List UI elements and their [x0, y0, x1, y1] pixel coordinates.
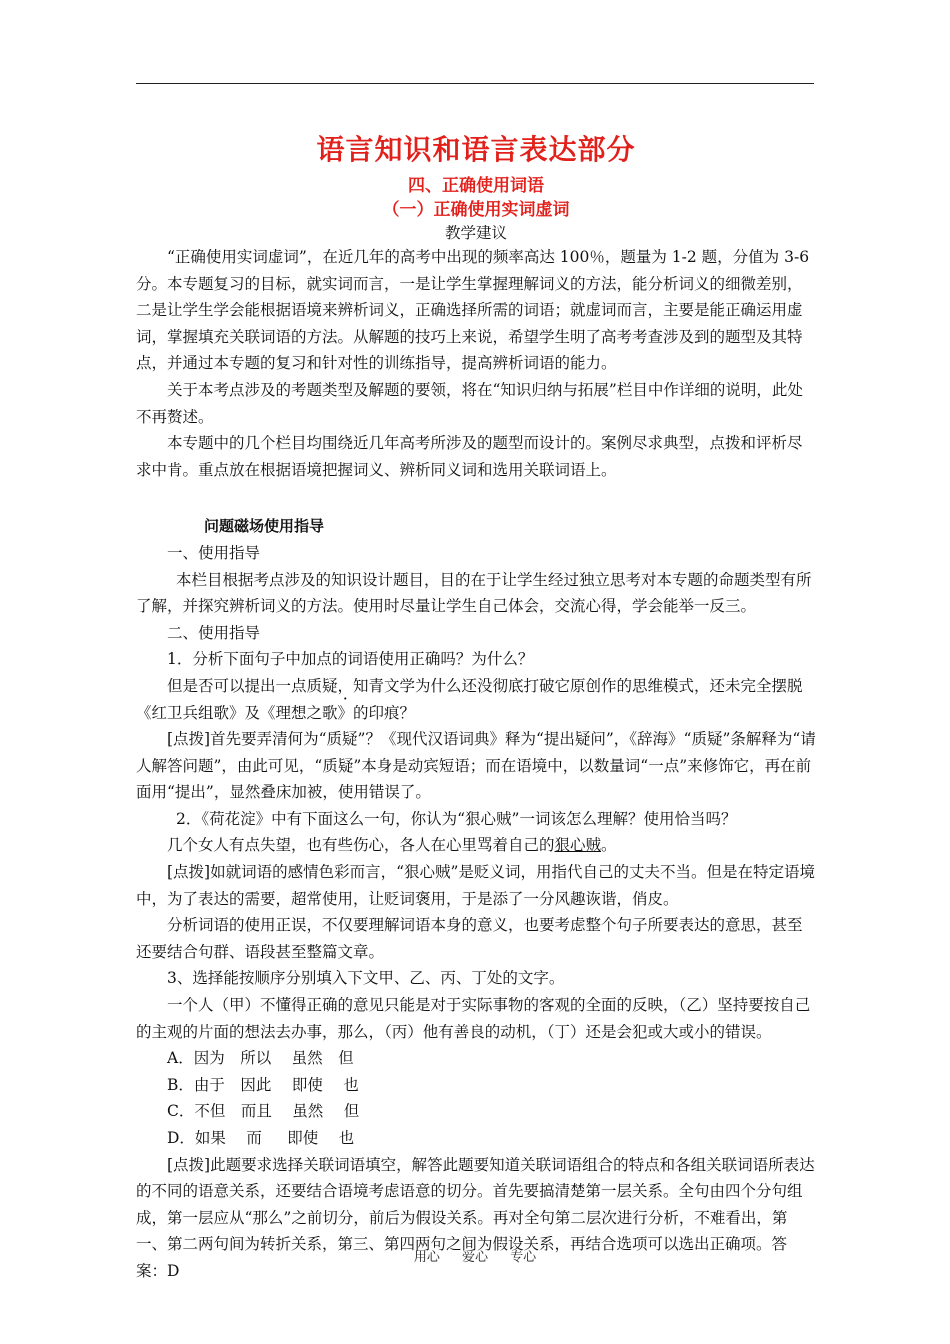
question-1-hint: [点拨]首先要弄清何为“质疑”？《现代汉语词典》释为“提出疑问”，《辞海》“质疑”条解释为“请人解答问题”，由此可见，“质疑”本身是动宾短语；而在语境中，以数量词“一点”来修饰它，再在前面用“提出”，显然叠床加被，使用错误了。	[136, 730, 816, 802]
section-heading: 四、正确使用词语	[408, 176, 544, 196]
question-3: 3、选择能按顺序分别填入下文甲、乙、丙、丁处的文字。	[167, 969, 565, 988]
option-a: A．因为 所以 虽然 但	[167, 1049, 354, 1068]
subsection-heading: （一）正确使用实词虚词	[382, 200, 570, 220]
option-c: C．不但 而且 虽然 但	[167, 1102, 360, 1121]
guide-paragraph: 本栏目根据考点涉及的知识设计题目，目的在于让学生经过独立思考对本专题的命题类型有所了解，并探究辨析词义的方法。使用时尽量让学生自己体会，交流心得，学会能举一反三。	[136, 570, 812, 616]
header-rule	[136, 83, 814, 84]
question-2-hint: [点拨]如就词语的感情色彩而言，“狠心贼”是贬义词，用指代自己的丈夫不当。但是在特定语境中，为了表达的需要，超常使用，让贬词褒用，于是添了一分风趣诙谐，俏皮。	[136, 863, 815, 908]
dotted-word: 疑	[322, 676, 338, 695]
option-d: D．如果 而 即使 也	[167, 1129, 355, 1147]
question-3-hint: [点拨]此题要求选择关联词语填空，解答此题要知道关联词语组合的特点和各组关联词语所表达的不同的语意关系，还要结合语境考虑语意的切分。首先要搞清楚第一层关系。全句由四个分句组成，第一层应从“那么”之前切分，前后为假设关系。再对全句第二层次进行分析，不难看出，第一、第二两句间为转折关系，第三、第四两句之间为假设关系，再结合选项可以选出正确项。答案：D	[136, 1155, 815, 1280]
question-2-sentence	[136, 832, 816, 859]
footer-item: 专心	[510, 1250, 537, 1265]
footer-item: 用心	[413, 1250, 440, 1265]
guide-heading-2: 二、使用指导	[167, 623, 261, 642]
intro-paragraph-1: “正确使用实词虚词”，在近几年的高考中出现的频率高达 100％，题量为 1-2 题，分值为 3-6 分。本专题复习的目标，就实词而言，一是让学生掌握理解词义的方法，能分析词义的细微差别，二是让学生学会能根据语境来辨析词义，正确选择所需的词语；就虚词而言，主要是能正确运用虚词，掌握填充关联词语的方法。从解题的技巧上来说，希望学生明了高考考查涉及到的题型及其特点，并通过本专题的复习和针对性的训练指导，提高辨析词语的能力。	[136, 248, 810, 373]
page-title: 语言知识和语言表达部分	[316, 133, 636, 166]
teaching-advice-label: 教学建议	[444, 224, 507, 242]
option-b: B．由于 因此 即使 也	[167, 1075, 359, 1094]
question-3-sentence: 一个人（甲）不懂得正确的意见只能是对于实际事物的客观的全面的反映，（乙）坚持要按自己的主观的片面的想法去办事，那么，（丙）他有善良的动机，（丁）还是会犯或大或小的错误。	[136, 996, 811, 1041]
intro-paragraph-3: 本专题中的几个栏目均围绕近几年高考所涉及的题型而设计的。案例尽求典型，点拨和评析尽求中肯。重点放在根据语境把握词义、辨析同义词和选用关联词语上。	[136, 434, 803, 479]
sentence-text: ，知青文学为什么还没彻底打破它原创作的思维模式，还未完全摆脱《红卫兵组歌》及《理想之歌》的印痕？	[136, 676, 803, 722]
sentence-text: 几个女人有点失望，也有些伤心，各人在心里骂着自己的	[167, 836, 555, 855]
page-footer	[0, 1246, 950, 1265]
question-2-analysis: 分析词语的使用正误，不仅要理解词语本身的意义，也要考虑整个句子所要表达的意思，甚至还要结合句群、语段甚至整篇文章。	[136, 916, 803, 961]
question-1-sentence	[136, 673, 816, 726]
intro-paragraph-2: 关于本考点涉及的考题类型及解题的要领，将在“知识归纳与拓展”栏目中作详细的说明，此处不再赘述。	[136, 380, 803, 426]
underlined-word: 狠心贼	[554, 836, 602, 855]
question-2: 2．《荷花淀》中有下面这么一句，你认为“狠心贼”一词该怎么理解？使用恰当吗？	[176, 809, 737, 828]
main-content	[136, 126, 816, 1285]
sentence-text: 。	[601, 836, 617, 855]
footer-item: 爱心	[461, 1250, 488, 1265]
guide-heading-1: 一、使用指导	[167, 543, 261, 562]
question-1: 1．分析下面句子中加点的词语使用正确吗？为什么？	[167, 650, 534, 669]
sentence-text: 但是否可以提出一点质	[167, 676, 323, 695]
guide-section-title: 问题磁场使用指导	[204, 517, 325, 536]
